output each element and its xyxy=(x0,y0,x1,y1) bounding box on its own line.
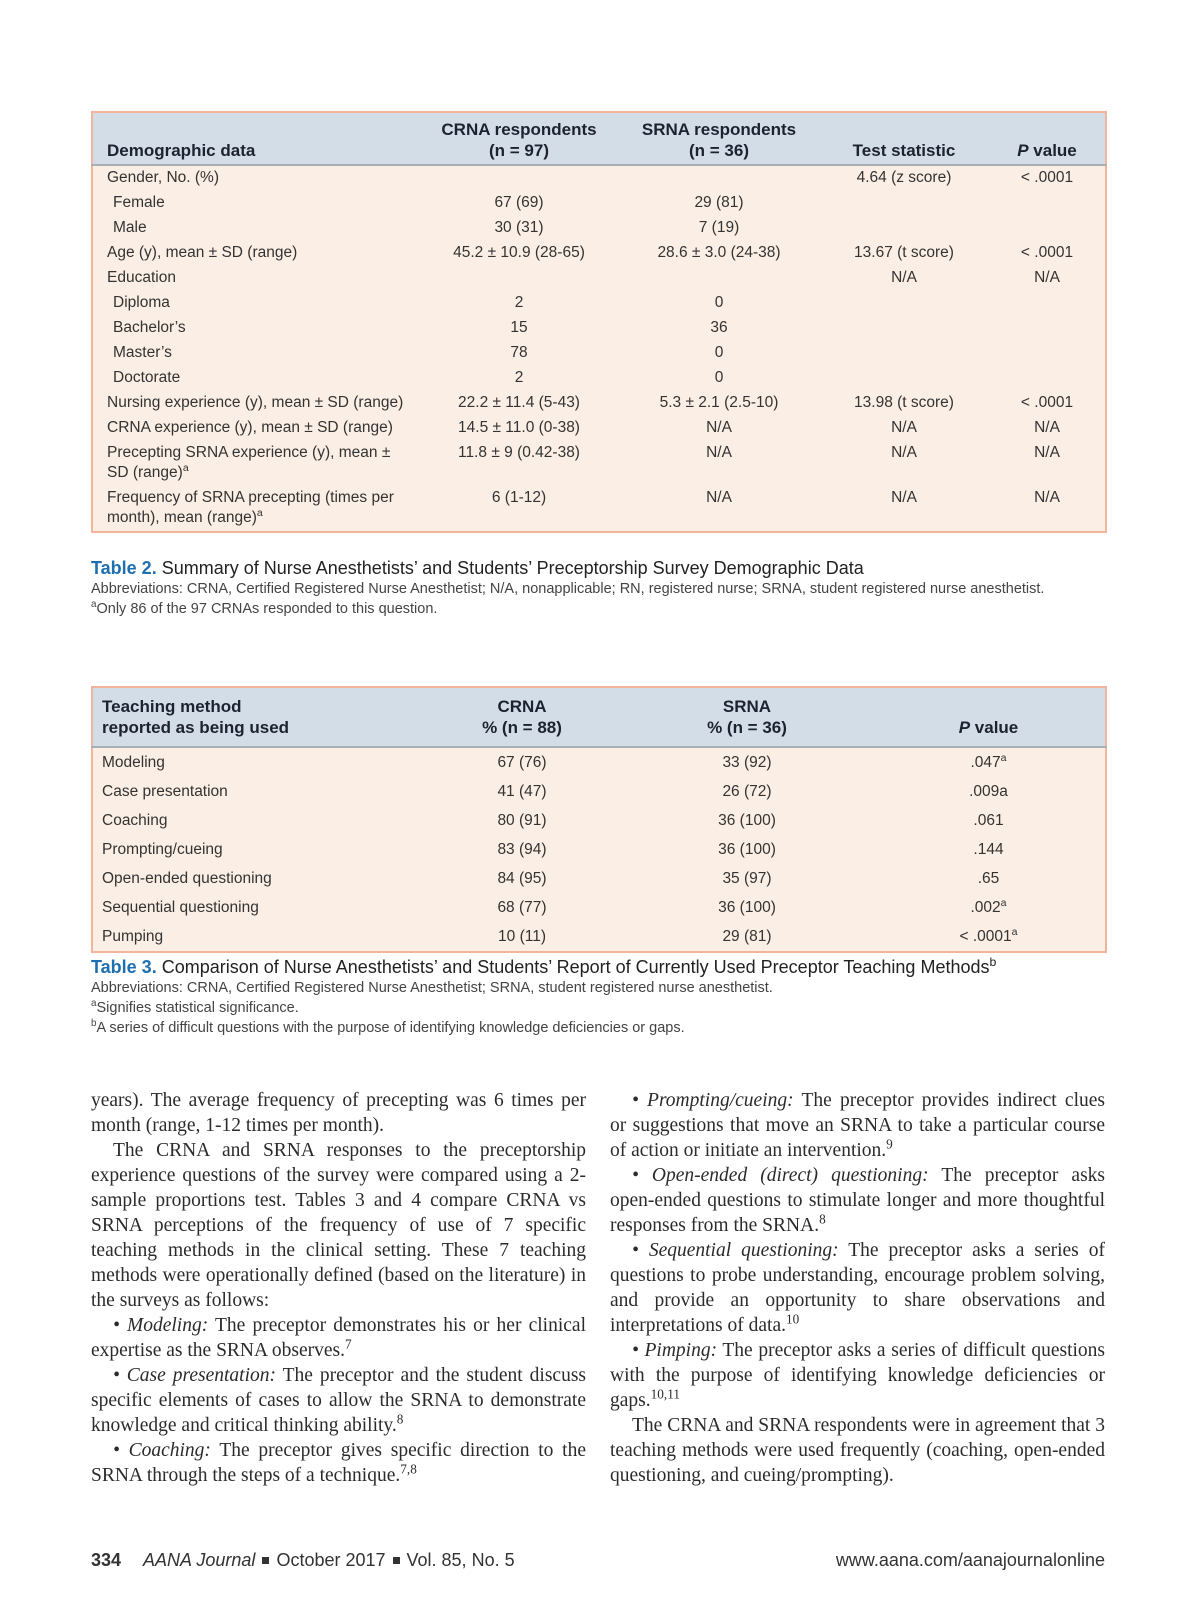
table-row xyxy=(92,165,1106,191)
row-label: Bachelor’s xyxy=(113,319,186,336)
table-row xyxy=(92,922,1106,952)
crna-value xyxy=(419,165,619,191)
test-statistic xyxy=(819,341,989,366)
teaching-method: Open-ended questioning xyxy=(102,870,272,887)
p-value: N/A xyxy=(1034,489,1060,506)
table-row xyxy=(92,216,1106,241)
srna-value: 5.3 ± 2.1 (2.5-10) xyxy=(659,394,779,411)
header-crna-percent: CRNA % (n = 88) xyxy=(422,687,622,747)
table-row xyxy=(92,893,1106,922)
table-row xyxy=(92,747,1106,777)
journal-url[interactable]: www.aana.com/aanajournalonline xyxy=(835,1550,1105,1570)
table-row xyxy=(92,316,1106,341)
crna-value: 68 (77) xyxy=(497,899,547,916)
row-label: Frequency of SRNA precepting (times per month), mean (range)$^a$ xyxy=(107,489,394,526)
p-value xyxy=(989,291,1106,316)
srna-value: N/A xyxy=(706,444,732,461)
srna-value xyxy=(619,266,819,291)
paragraph: The CRNA and SRNA responses to the preceptorship experience questions of the survey were compared using a 2-sample proportions test. Tables 3 and 4 compare CRNA vs SRNA perceptions of the frequency of use of 7 specific teaching methods in the clinical setting. These 7 teaching methods were operationally defined (based on the literature) in the surveys as follows: xyxy=(91,1140,586,1311)
table-3-footnote-b: $^b$A series of difficult questions with the purpose of identifying knowledge deficiencies or gaps. xyxy=(91,1018,685,1036)
issue-date: October 2017 xyxy=(276,1550,386,1570)
srna-value: N/A xyxy=(706,489,732,506)
p-value: .002$^a$ xyxy=(970,896,1007,916)
bullet-sequential-questioning: • Sequential questioning: The preceptor asks a series of questions to probe understanding, encourage problem solving, and provide an opportunity to share observations and interpretations of data.$^{10}$ xyxy=(610,1240,1105,1336)
crna-value: 2 xyxy=(514,369,524,386)
p-value xyxy=(989,366,1106,391)
row-label: Age (y), mean ± SD (range) xyxy=(107,244,298,261)
srna-value: 36 (100) xyxy=(718,841,776,858)
p-value xyxy=(989,316,1106,341)
bullet-open-ended-questioning: • Open-ended (direct) questioning: The preceptor asks open-ended questions to stimulate longer and more thoughtful responses from the SRNA.$^8$ xyxy=(610,1165,1105,1236)
crna-value: 67 (76) xyxy=(497,754,547,771)
row-label: Nursing experience (y), mean ± SD (range) xyxy=(107,394,404,411)
header-p-value: P value xyxy=(872,687,1106,747)
journal-name: AANA Journal xyxy=(143,1550,256,1570)
table-row xyxy=(92,864,1106,893)
bullet-coaching: • Coaching: The preceptor gives specific direction to the SRNA through the steps of a technique.$^{7,8}$ xyxy=(91,1440,586,1486)
crna-value: 80 (91) xyxy=(497,812,547,829)
crna-value: 10 (11) xyxy=(498,928,546,945)
table-2-number: Table 2. xyxy=(91,558,157,578)
crna-value xyxy=(419,266,619,291)
row-label: Education xyxy=(107,269,176,286)
table-3-abbreviations: Abbreviations: CRNA, Certified Registered Nurse Anesthetist; SRNA, student registered nurse anesthetist. xyxy=(91,980,773,996)
row-label: Doctorate xyxy=(113,369,181,386)
srna-value: N/A xyxy=(706,419,732,436)
crna-value: 41 (47) xyxy=(497,783,547,800)
paragraph: years). The average frequency of precepting was 6 times per month (range, 1-12 times per month). xyxy=(91,1090,586,1136)
crna-value: 30 (31) xyxy=(494,219,544,236)
p-value: N/A xyxy=(1034,444,1060,461)
srna-value: 36 (100) xyxy=(718,812,776,829)
p-value xyxy=(989,341,1106,366)
table-row xyxy=(92,191,1106,216)
srna-value: 29 (81) xyxy=(694,194,744,211)
p-value: .009a xyxy=(969,783,1008,800)
header-demographic-data: Demographic data xyxy=(92,112,419,165)
row-label: Precepting SRNA experience (y), mean ± SD (range)$^a$ xyxy=(107,444,391,481)
test-statistic xyxy=(819,366,989,391)
teaching-method: Pumping xyxy=(102,928,164,945)
crna-value: 2 xyxy=(514,294,524,311)
p-value: N/A xyxy=(1034,269,1060,286)
table-row xyxy=(92,391,1106,416)
crna-value: 78 xyxy=(510,344,528,361)
header-srna-respondents: SRNA respondents (n = 36) xyxy=(619,112,819,165)
header-srna-percent: SRNA % (n = 36) xyxy=(622,687,872,747)
srna-value: 35 (97) xyxy=(722,870,772,887)
table-row xyxy=(92,291,1106,316)
table-row xyxy=(92,441,1106,486)
bullet-pimping: • Pimping: The preceptor asks a series of difficult questions with the purpose of identifying knowledge deficiencies or gaps.$^{10,11}$ xyxy=(610,1340,1106,1411)
bullet-modeling: • Modeling: The preceptor demonstrates his or her clinical expertise as the SRNA observes.$^7$ xyxy=(91,1315,586,1361)
table-3-title: Comparison of Nurse Anesthetists’ and Students’ Report of Currently Used Preceptor Teaching Methods xyxy=(161,957,990,977)
square-separator-icon xyxy=(262,1557,269,1564)
row-label: Diploma xyxy=(113,294,170,311)
test-statistic: 4.64 (z score) xyxy=(856,169,952,186)
teaching-method: Sequential questioning xyxy=(102,899,259,916)
test-statistic: 13.67 (t score) xyxy=(854,244,954,261)
test-statistic xyxy=(819,216,989,241)
p-value: .144 xyxy=(973,841,1004,858)
p-value: .061 xyxy=(973,812,1004,829)
crna-value: 14.5 ± 11.0 (0-38) xyxy=(458,419,580,436)
square-separator-icon xyxy=(393,1557,400,1564)
test-statistic xyxy=(819,291,989,316)
srna-value: 36 (100) xyxy=(718,899,776,916)
srna-value: 0 xyxy=(714,344,724,361)
body-left-column xyxy=(91,1088,586,1488)
table-3 xyxy=(91,686,1107,953)
page-footer xyxy=(91,1550,1105,1571)
srna-value: 0 xyxy=(714,369,724,386)
bullet-case-presentation: • Case presentation: The preceptor and the student discuss specific elements of cases to allow the SRNA to demonstrate knowledge and critical thinking ability.$^8$ xyxy=(91,1365,586,1436)
crna-value: 22.2 ± 11.4 (5-43) xyxy=(458,394,580,411)
test-statistic: 13.98 (t score) xyxy=(854,394,954,411)
test-statistic: N/A xyxy=(891,444,917,461)
srna-value xyxy=(619,165,819,191)
srna-value: 33 (92) xyxy=(722,754,772,771)
table-row xyxy=(92,416,1106,441)
p-value xyxy=(989,216,1106,241)
table-2-footnote: $^a$Only 86 of the 97 CRNAs responded to this question. xyxy=(91,599,438,617)
p-value: < .0001 xyxy=(1020,394,1074,411)
volume: Vol. 85, No. 5 xyxy=(406,1550,515,1570)
test-statistic: N/A xyxy=(891,269,917,286)
page-number: 334 xyxy=(91,1550,122,1570)
row-label: CRNA experience (y), mean ± SD (range) xyxy=(107,419,393,436)
test-statistic xyxy=(819,191,989,216)
table-row xyxy=(92,835,1106,864)
srna-value: 7 (19) xyxy=(698,219,740,236)
crna-value: 45.2 ± 10.9 (28-65) xyxy=(453,244,585,261)
crna-value: 84 (95) xyxy=(497,870,547,887)
p-value: .65 xyxy=(977,870,1000,887)
srna-value: 28.6 ± 3.0 (24-38) xyxy=(657,244,781,261)
table-3-footnote-a: $^a$Signifies statistical significance. xyxy=(91,998,299,1016)
srna-value: 26 (72) xyxy=(722,783,772,800)
table-2-title: Summary of Nurse Anesthetists’ and Students’ Preceptorship Survey Demographic Data xyxy=(161,558,864,578)
test-statistic: N/A xyxy=(891,419,917,436)
table-row xyxy=(92,777,1106,806)
p-value: N/A xyxy=(1034,419,1060,436)
row-label: Male xyxy=(113,219,147,236)
table-2-caption xyxy=(91,557,1105,619)
p-value: < .0001$^a$ xyxy=(959,925,1018,945)
srna-value: 0 xyxy=(714,294,724,311)
header-test-statistic: Test statistic xyxy=(819,112,989,165)
p-value: < .0001 xyxy=(1020,169,1074,186)
table-row xyxy=(92,266,1106,291)
crna-value: 6 (1-12) xyxy=(491,489,547,506)
table-2 xyxy=(91,111,1107,533)
test-statistic xyxy=(819,316,989,341)
teaching-method: Coaching xyxy=(102,812,168,829)
p-value: < .0001 xyxy=(1020,244,1074,261)
paragraph: The CRNA and SRNA respondents were in agreement that 3 teaching methods were used frequently (coaching, open-ended questioning, and cueing/prompting). xyxy=(610,1415,1105,1486)
table-row xyxy=(92,486,1106,532)
crna-value: 83 (94) xyxy=(497,841,547,858)
p-value xyxy=(989,191,1106,216)
table-3-header-row xyxy=(92,687,1106,747)
table-row xyxy=(92,806,1106,835)
header-p-value: P value xyxy=(989,112,1106,165)
table-row xyxy=(92,341,1106,366)
crna-value: 67 (69) xyxy=(494,194,544,211)
table-3-caption: Table 3. Comparison of Nurse Anesthetists’ and Students’ Report of Currently Used Preceptor Teaching Methods$^b$ Abbreviations: CRNA, Certified Registered Nurse Anesthetist; SRNA, student registered nurse anesthetist. $^a$Signifies statistical significance. $^b$A series of difficult questions with the purpose of identifying knowledge deficiencies or gaps. xyxy=(91,956,1105,1038)
table-row xyxy=(92,241,1106,266)
table-2-header-row xyxy=(92,112,1106,165)
table-3-number: Table 3. xyxy=(91,957,157,977)
teaching-method: Prompting/cueing xyxy=(102,841,223,858)
row-label: Gender, No. (%) xyxy=(107,169,219,186)
row-label: Female xyxy=(113,194,165,211)
srna-value: 36 xyxy=(710,319,728,336)
table-row xyxy=(92,366,1106,391)
table-2-abbreviations: Abbreviations: CRNA, Certified Registered Nurse Anesthetist; N/A, nonapplicable; RN, registered nurse; SRNA, student registered nurse anesthetist. xyxy=(91,581,1045,597)
header-crna-respondents: CRNA respondents (n = 97) xyxy=(419,112,619,165)
srna-value: 29 (81) xyxy=(722,928,772,945)
crna-value: 15 xyxy=(510,319,528,336)
bullet-prompting-cueing: • Prompting/cueing: The preceptor provides indirect clues or suggestions that move an SRNA to take a particular course of action or initiate an intervention.$^9$ xyxy=(610,1090,1105,1161)
p-value: .047$^a$ xyxy=(970,751,1007,771)
row-label: Master’s xyxy=(113,344,172,361)
teaching-method: Modeling xyxy=(102,754,165,771)
crna-value: 11.8 ± 9 (0.42-38) xyxy=(458,444,580,461)
header-teaching-method: Teaching method reported as being used xyxy=(92,687,422,747)
body-right-column xyxy=(610,1088,1105,1488)
test-statistic: N/A xyxy=(891,489,917,506)
teaching-method: Case presentation xyxy=(102,783,228,800)
